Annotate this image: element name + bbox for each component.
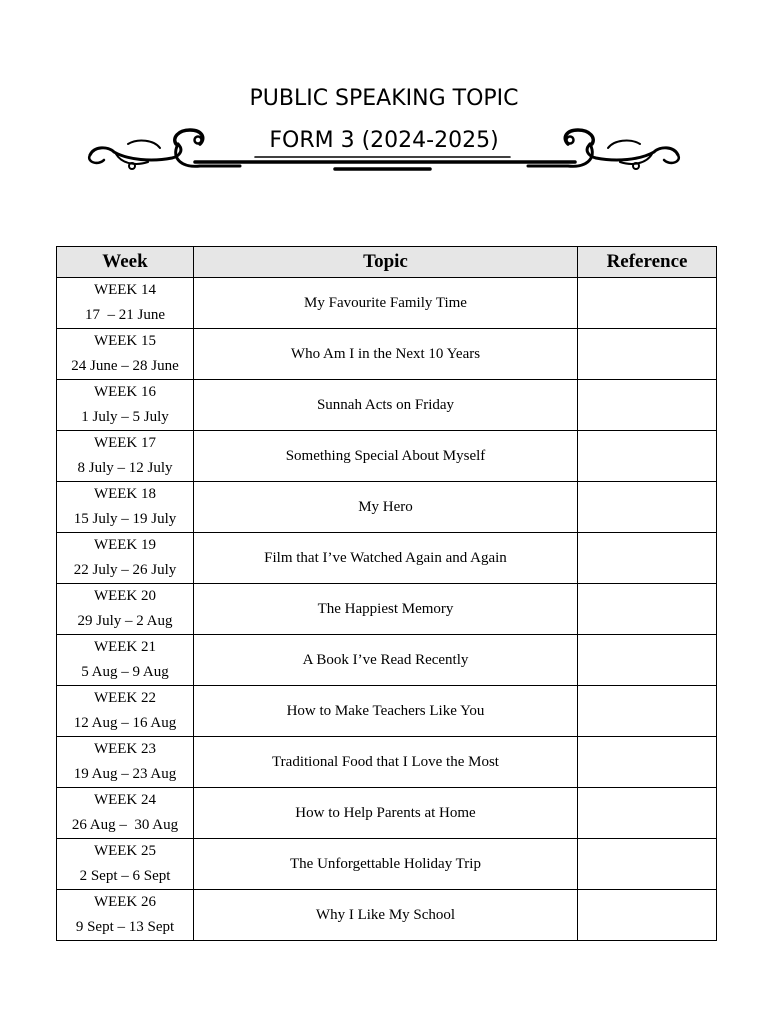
topic-cell: Something Special About Myself — [194, 431, 578, 482]
week-dates: 22 July – 26 July — [73, 562, 177, 578]
week-label: WEEK 14 — [93, 282, 157, 298]
reference-cell — [578, 431, 717, 482]
week-dates: 9 Sept – 13 Sept — [75, 919, 175, 935]
week-dates: 8 July – 12 July — [77, 460, 173, 476]
reference-cell — [578, 584, 717, 635]
reference-cell — [578, 380, 717, 431]
week-dates: 24 June – 28 June — [71, 358, 179, 374]
week-label: WEEK 22 — [93, 690, 157, 706]
table-row — [57, 584, 717, 635]
reference-cell — [578, 839, 717, 890]
topic-cell: Who Am I in the Next 10 Years — [194, 329, 578, 380]
week-cell — [57, 686, 194, 737]
schedule-table — [56, 246, 717, 941]
reference-cell — [578, 329, 717, 380]
reference-cell — [578, 788, 717, 839]
week-cell — [57, 533, 194, 584]
table-row — [57, 635, 717, 686]
table-row — [57, 380, 717, 431]
week-cell — [57, 431, 194, 482]
week-label: WEEK 16 — [93, 384, 157, 400]
reference-cell — [578, 890, 717, 941]
column-header-reference: Reference — [578, 247, 717, 278]
table-row — [57, 431, 717, 482]
table-row — [57, 329, 717, 380]
week-dates: 17 – 21 June — [85, 307, 165, 323]
week-dates: 2 Sept – 6 Sept — [79, 868, 171, 884]
topic-cell: The Unforgettable Holiday Trip — [194, 839, 578, 890]
topic-cell: My Hero — [194, 482, 578, 533]
week-label: WEEK 19 — [93, 537, 157, 553]
week-cell — [57, 890, 194, 941]
table-header-row — [57, 247, 717, 278]
week-dates: 12 Aug – 16 Aug — [73, 715, 177, 731]
reference-cell — [578, 635, 717, 686]
week-cell — [57, 737, 194, 788]
table-row — [57, 737, 717, 788]
topic-cell: How to Make Teachers Like You — [194, 686, 578, 737]
topic-cell: Traditional Food that I Love the Most — [194, 737, 578, 788]
table-row — [57, 278, 717, 329]
column-header-week: Week — [57, 247, 194, 278]
week-label: WEEK 23 — [93, 741, 157, 757]
week-cell — [57, 482, 194, 533]
week-label: WEEK 25 — [93, 843, 157, 859]
week-cell — [57, 380, 194, 431]
week-cell — [57, 788, 194, 839]
topic-cell: My Favourite Family Time — [194, 278, 578, 329]
week-label: WEEK 20 — [93, 588, 157, 604]
reference-cell — [578, 278, 717, 329]
topic-cell: The Happiest Memory — [194, 584, 578, 635]
week-label: WEEK 21 — [93, 639, 157, 655]
topic-cell: How to Help Parents at Home — [194, 788, 578, 839]
week-dates: 15 July – 19 July — [73, 511, 177, 527]
table-row — [57, 533, 717, 584]
table-row — [57, 788, 717, 839]
table-row — [57, 482, 717, 533]
week-dates: 26 Aug – 30 Aug — [71, 817, 179, 833]
week-cell — [57, 839, 194, 890]
column-header-topic: Topic — [194, 247, 578, 278]
topic-cell: Sunnah Acts on Friday — [194, 380, 578, 431]
week-label: WEEK 15 — [93, 333, 157, 349]
table-row — [57, 839, 717, 890]
table-row — [57, 890, 717, 941]
week-cell — [57, 635, 194, 686]
week-dates: 1 July – 5 July — [81, 409, 169, 425]
reference-cell — [578, 533, 717, 584]
week-label: WEEK 24 — [93, 792, 157, 808]
reference-cell — [578, 482, 717, 533]
week-dates: 29 July – 2 Aug — [77, 613, 173, 629]
page-subtitle: FORM 3 (2024-2025) — [269, 128, 499, 153]
week-label: WEEK 26 — [93, 894, 157, 910]
week-dates: 19 Aug – 23 Aug — [73, 766, 177, 782]
week-cell — [57, 278, 194, 329]
week-label: WEEK 18 — [93, 486, 157, 502]
week-cell — [57, 584, 194, 635]
reference-cell — [578, 686, 717, 737]
topic-cell: Film that I’ve Watched Again and Again — [194, 533, 578, 584]
week-cell — [57, 329, 194, 380]
topic-cell: A Book I’ve Read Recently — [194, 635, 578, 686]
reference-cell — [578, 737, 717, 788]
week-dates: 5 Aug – 9 Aug — [81, 664, 169, 680]
table-row — [57, 686, 717, 737]
page-title: PUBLIC SPEAKING TOPIC — [249, 86, 519, 111]
topic-cell: Why I Like My School — [194, 890, 578, 941]
week-label: WEEK 17 — [93, 435, 157, 451]
